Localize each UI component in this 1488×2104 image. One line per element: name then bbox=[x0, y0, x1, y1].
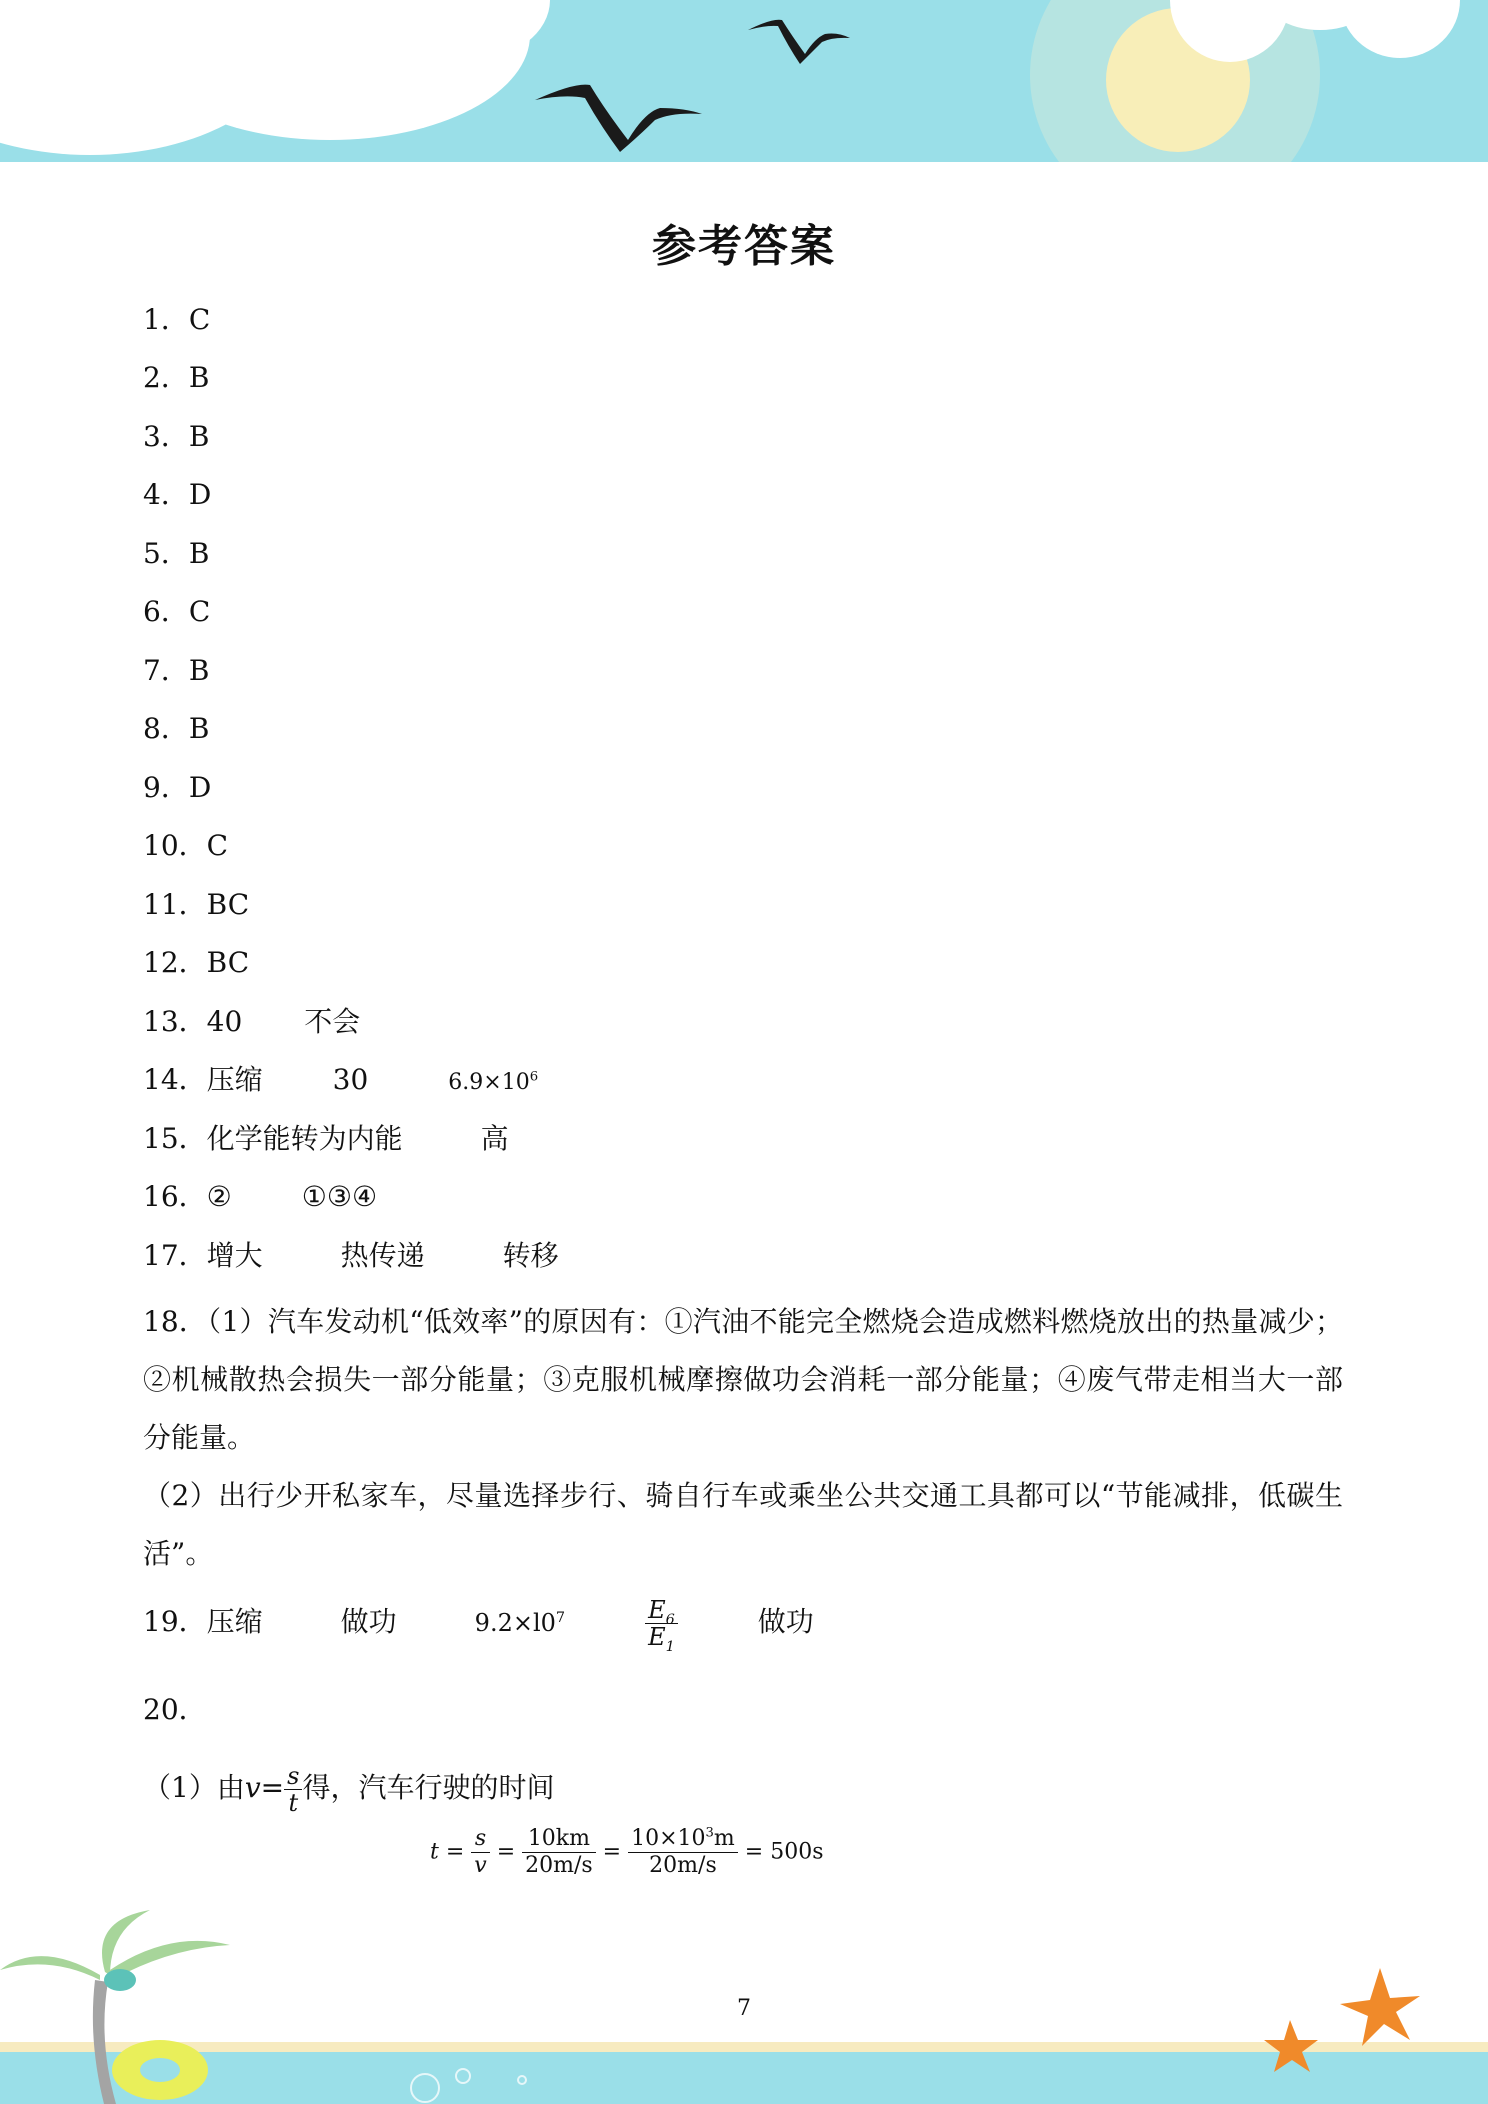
fraction-s-over-v bbox=[471, 1826, 489, 1879]
answer-row bbox=[143, 1121, 509, 1157]
answer-value: BC bbox=[206, 888, 250, 921]
answer-number: 9． bbox=[143, 771, 189, 804]
answer-value-scientific bbox=[475, 1591, 565, 1655]
q20-intro-suffix: 得，汽车行驶的时间 bbox=[302, 1771, 555, 1804]
answer-value: 压缩 bbox=[206, 1605, 263, 1638]
efficiency-fraction bbox=[645, 1596, 678, 1655]
answer-row bbox=[143, 419, 209, 455]
fraction-numerator: s bbox=[471, 1826, 489, 1853]
fraction-denominator: 20m/s bbox=[525, 1853, 593, 1878]
answer-number: 5． bbox=[143, 537, 189, 570]
answer-value: B bbox=[188, 654, 210, 687]
answer-value: ①③④ bbox=[301, 1180, 378, 1213]
fraction-converted bbox=[628, 1826, 738, 1879]
fraction-numerator-base: 10×10 bbox=[631, 1826, 706, 1851]
answer-value: 30 bbox=[332, 1063, 369, 1096]
answer-number: 10． bbox=[143, 829, 207, 862]
answer-row bbox=[143, 828, 228, 864]
answer-row bbox=[143, 945, 249, 981]
answer-row bbox=[143, 1590, 814, 1655]
answer-value: 不会 bbox=[304, 1005, 361, 1038]
page-number: 7 bbox=[737, 1996, 751, 2021]
fraction-numerator-subscript: 6 bbox=[665, 1611, 675, 1628]
answer-row bbox=[143, 477, 211, 513]
answer-number: 4． bbox=[143, 478, 189, 511]
answer-value: D bbox=[188, 478, 212, 511]
page-title: 参考答案 bbox=[652, 221, 836, 272]
answer-value: 做功 bbox=[757, 1605, 814, 1638]
sci-exponent: 6 bbox=[529, 1069, 539, 1085]
q18-part2: （2）出行少开私家车，尽量选择步行、骑自行车或乘坐公共交通工具都可以“节能减排，低碳生活”。 bbox=[143, 1479, 1343, 1570]
answer-value: 化学能转为内能 bbox=[206, 1122, 403, 1155]
variable-t: t bbox=[430, 1839, 439, 1865]
q18-part1: 18．（1）汽车发动机“低效率”的原因有：①汽油不能完全燃烧会造成燃料燃烧放出的热量减少；②机械散热会损失一部分能量；③克服机械摩擦做功会消耗一部分能量；④废气带走相当大一部分能量。 bbox=[143, 1305, 1343, 1454]
answer-value: C bbox=[188, 595, 211, 628]
header-decoration bbox=[0, 0, 1488, 170]
answer-number: 2． bbox=[143, 361, 189, 394]
speed-formula-fraction bbox=[284, 1763, 302, 1816]
sci-mantissa: 6.9×10 bbox=[448, 1070, 530, 1095]
answer-value: BC bbox=[206, 946, 250, 979]
equals-sign: = bbox=[260, 1771, 285, 1804]
answer-row bbox=[143, 360, 209, 396]
answer-value: 压缩 bbox=[206, 1063, 263, 1096]
equation-result: 500s bbox=[770, 1839, 824, 1865]
answer-value: 热传递 bbox=[340, 1239, 425, 1272]
fraction-numerator: 10km bbox=[522, 1826, 596, 1853]
answer-number: 15． bbox=[143, 1122, 207, 1155]
answer-number: 14． bbox=[143, 1063, 207, 1096]
sci-mantissa: 9.2×l0 bbox=[474, 1609, 556, 1637]
fraction-denominator-subscript: 1 bbox=[665, 1638, 675, 1655]
q20-intro-prefix: （1）由 bbox=[143, 1771, 245, 1804]
answer-number: 19． bbox=[143, 1605, 207, 1638]
answer-value: C bbox=[188, 303, 211, 336]
answer-value: B bbox=[188, 537, 210, 570]
answer-number: 16． bbox=[143, 1180, 207, 1213]
answer-number: 13． bbox=[143, 1005, 207, 1038]
answer-number: 7． bbox=[143, 654, 189, 687]
answer-value: 40 bbox=[206, 1005, 243, 1038]
answer-row bbox=[143, 536, 209, 572]
answer-number: 20． bbox=[143, 1693, 207, 1726]
fraction-numerator: E bbox=[648, 1596, 666, 1624]
answer-value: 高 bbox=[480, 1122, 509, 1155]
answer-value: B bbox=[188, 361, 210, 394]
answer-value: B bbox=[188, 420, 210, 453]
answer-value: 增大 bbox=[206, 1239, 263, 1272]
fraction-numerator: s bbox=[284, 1763, 302, 1790]
answer-value: C bbox=[206, 829, 229, 862]
answer-row bbox=[143, 711, 209, 747]
time-equation: t = $\frac{s}{v}$ = $\frac{10km}{20m/s}$ = $\frac{10\times 10^3m}{20m/s}$ = 500s bbox=[430, 1825, 824, 1878]
answer-value: B bbox=[188, 712, 210, 745]
answer-row bbox=[143, 594, 210, 630]
answer-row bbox=[143, 1004, 360, 1040]
fraction-numerator-unit: m bbox=[713, 1826, 735, 1851]
answer-number: 12． bbox=[143, 946, 207, 979]
fraction-denominator: t bbox=[288, 1789, 299, 1817]
fraction-numerator-exponent: 3 bbox=[705, 1825, 714, 1841]
answer-number: 3． bbox=[143, 420, 189, 453]
q20-intro bbox=[143, 1758, 554, 1818]
answer-number: 6． bbox=[143, 595, 189, 628]
variable-v: v bbox=[244, 1771, 261, 1804]
answer-row bbox=[143, 770, 211, 806]
fraction-denominator: E bbox=[648, 1623, 666, 1651]
answer-value-scientific bbox=[448, 1065, 538, 1101]
answer-value: ② bbox=[206, 1180, 232, 1213]
answer-row bbox=[143, 1238, 559, 1274]
sci-exponent: 7 bbox=[555, 1610, 566, 1626]
answer-number: 11． bbox=[143, 888, 207, 921]
answer-value: 转移 bbox=[502, 1239, 559, 1272]
answer-number: 1． bbox=[143, 303, 189, 336]
answer-row bbox=[143, 653, 209, 689]
answer-value: 做功 bbox=[340, 1605, 397, 1638]
fraction-denominator: 20m/s bbox=[649, 1853, 717, 1878]
answer-row bbox=[143, 302, 210, 338]
answer-value: D bbox=[188, 771, 212, 804]
fraction-distance-over-speed bbox=[522, 1826, 596, 1879]
answer-row bbox=[143, 1062, 538, 1101]
answer-number: 17． bbox=[143, 1239, 207, 1272]
life-ring-icon bbox=[112, 2040, 208, 2100]
fraction-denominator: v bbox=[474, 1853, 487, 1878]
answer-row bbox=[143, 887, 249, 923]
answer-number: 8． bbox=[143, 712, 189, 745]
answer-row bbox=[143, 1179, 377, 1215]
